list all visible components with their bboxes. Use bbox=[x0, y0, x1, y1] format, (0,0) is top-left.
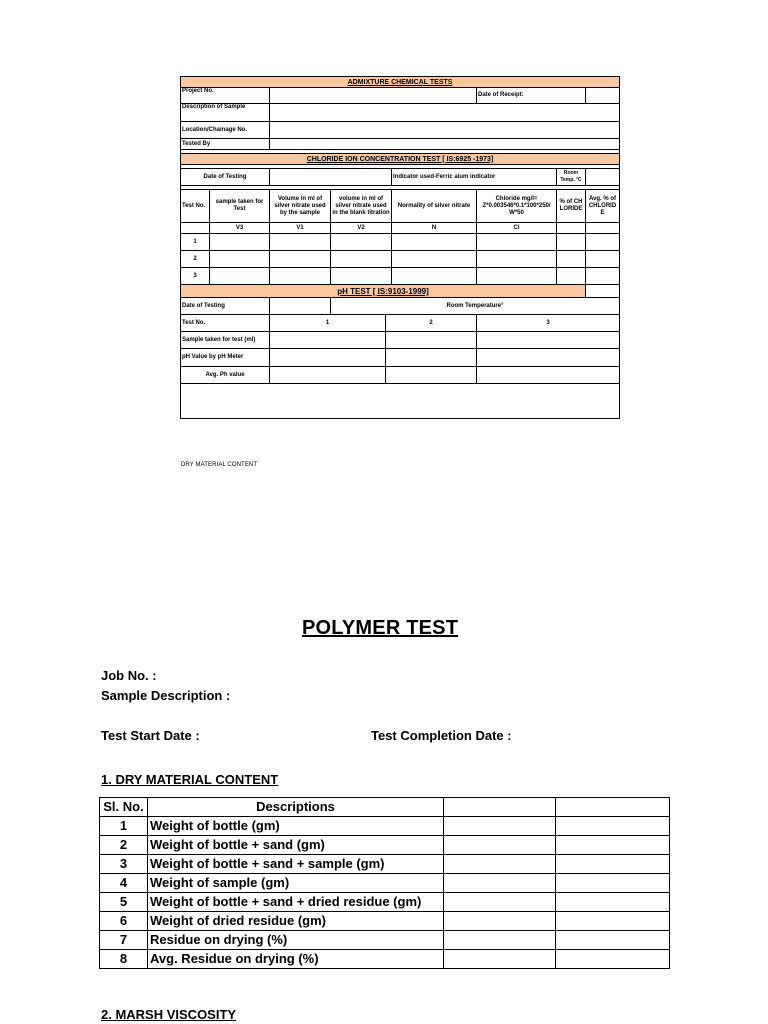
chloride-cell[interactable] bbox=[331, 251, 392, 268]
room-temp-field[interactable] bbox=[586, 169, 620, 186]
value-cell[interactable] bbox=[444, 817, 556, 836]
row-description: Weight of bottle (gm) bbox=[148, 817, 444, 836]
row-description: Residue on drying (%) bbox=[148, 931, 444, 950]
chloride-cell[interactable] bbox=[331, 268, 392, 285]
project-no-field[interactable] bbox=[270, 88, 477, 104]
ph-cell[interactable] bbox=[270, 332, 386, 349]
date-of-receipt-field[interactable] bbox=[586, 88, 620, 104]
location-chainage-field[interactable] bbox=[270, 122, 620, 139]
tested-by-field[interactable] bbox=[270, 139, 620, 150]
chloride-date-label: Date of Testing bbox=[181, 169, 270, 186]
ph-cell[interactable] bbox=[477, 332, 620, 349]
row-number: 2 bbox=[100, 836, 148, 855]
ph-test-3: 3 bbox=[477, 315, 620, 332]
chloride-cell[interactable] bbox=[477, 234, 557, 251]
ph-test-1: 1 bbox=[270, 315, 386, 332]
chloride-cell[interactable] bbox=[270, 251, 331, 268]
row-description: Avg. Residue on drying (%) bbox=[148, 950, 444, 969]
value-cell[interactable] bbox=[444, 836, 556, 855]
chloride-cell[interactable] bbox=[270, 268, 331, 285]
row-number: 5 bbox=[100, 893, 148, 912]
table-row bbox=[100, 817, 670, 836]
value-cell[interactable] bbox=[444, 931, 556, 950]
ph-cell[interactable] bbox=[386, 332, 477, 349]
chloride-row-no: 2 bbox=[181, 251, 210, 268]
chloride-cell[interactable] bbox=[270, 234, 331, 251]
value-cell[interactable] bbox=[556, 836, 670, 855]
col-chloride-mg: Chloride mg/l= Z*0.003546*0.1*100*250/ W*50 bbox=[477, 190, 557, 223]
table-row bbox=[100, 874, 670, 893]
chloride-cell[interactable] bbox=[392, 234, 477, 251]
symbol-cl: Cl bbox=[477, 223, 557, 234]
location-chainage-label: Location/Chainage No. bbox=[181, 122, 270, 139]
row-description: Weight of bottle + sand + sample (gm) bbox=[148, 855, 444, 874]
ph-test-no-label: Test No. bbox=[181, 315, 270, 332]
table-row bbox=[100, 950, 670, 969]
value-cell[interactable] bbox=[556, 950, 670, 969]
test-start-date-label: Test Start Date : bbox=[101, 728, 200, 743]
ph-cell[interactable] bbox=[270, 349, 386, 367]
job-no-label: Job No. : bbox=[101, 668, 157, 683]
row-number: 7 bbox=[100, 931, 148, 950]
description-of-sample-label: Description of Sample bbox=[181, 104, 270, 122]
col-avg-percent-chloride: Avg. % of CHLORIDE bbox=[586, 190, 620, 223]
col-percent-chloride: % of CHLORIDE bbox=[557, 190, 586, 223]
sample-description-label: Sample Description : bbox=[101, 688, 231, 703]
ph-date-field[interactable] bbox=[270, 298, 331, 315]
symbol-blank bbox=[181, 223, 210, 234]
room-temperature-label: Room Temperature° bbox=[331, 298, 620, 315]
value-header bbox=[444, 798, 556, 817]
value-cell[interactable] bbox=[556, 817, 670, 836]
col-test-no: Test No. bbox=[181, 190, 210, 223]
row-description: Weight of dried residue (gm) bbox=[148, 912, 444, 931]
chloride-row bbox=[181, 234, 620, 251]
value-cell[interactable] bbox=[556, 874, 670, 893]
chloride-cell[interactable] bbox=[331, 234, 392, 251]
ph-title: pH TEST [ IS:9103-1999] bbox=[181, 285, 586, 298]
value-header bbox=[556, 798, 670, 817]
date-of-receipt-label: Date of Receipt: bbox=[477, 88, 586, 104]
test-completion-date-label: Test Completion Date : bbox=[371, 728, 512, 743]
row-number: 8 bbox=[100, 950, 148, 969]
dry-material-table bbox=[99, 797, 670, 969]
descriptions-header: Descriptions bbox=[148, 798, 444, 817]
ph-cell[interactable] bbox=[477, 349, 620, 367]
table-row bbox=[100, 931, 670, 950]
value-cell[interactable] bbox=[556, 931, 670, 950]
table-row bbox=[100, 855, 670, 874]
chloride-cell[interactable] bbox=[392, 251, 477, 268]
symbol-v1: V1 bbox=[270, 223, 331, 234]
ph-date-label: Date of Testing bbox=[181, 298, 270, 315]
chloride-cell[interactable] bbox=[477, 268, 557, 285]
chloride-cell[interactable] bbox=[210, 251, 270, 268]
ph-test-2: 2 bbox=[386, 315, 477, 332]
project-no-label: Project No. bbox=[181, 88, 270, 104]
value-cell[interactable] bbox=[444, 855, 556, 874]
chloride-cell[interactable] bbox=[586, 251, 620, 268]
dry-material-heading: 1. DRY MATERIAL CONTENT bbox=[101, 772, 279, 787]
row-number: 1 bbox=[100, 817, 148, 836]
col-sample-taken: sample taken for Test bbox=[210, 190, 270, 223]
value-cell[interactable] bbox=[444, 893, 556, 912]
row-description: Weight of sample (gm) bbox=[148, 874, 444, 893]
chloride-row-no: 1 bbox=[181, 234, 210, 251]
room-temp-label: Room Temp. °C bbox=[557, 169, 586, 186]
value-cell[interactable] bbox=[556, 893, 670, 912]
tested-by-label: Tested By bbox=[181, 139, 270, 150]
chloride-date-field[interactable] bbox=[270, 169, 392, 186]
chloride-row bbox=[181, 251, 620, 268]
chloride-cell[interactable] bbox=[586, 234, 620, 251]
chloride-title: CHLORIDE ION CONCENTRATION TEST [ IS:6925 -1973] bbox=[181, 154, 620, 165]
chloride-cell[interactable] bbox=[392, 268, 477, 285]
row-number: 4 bbox=[100, 874, 148, 893]
col-volume-sample: Volume in ml of silver nitrate used by the sample bbox=[270, 190, 331, 223]
chloride-row-no: 3 bbox=[181, 268, 210, 285]
chloride-cell[interactable] bbox=[557, 251, 586, 268]
value-cell[interactable] bbox=[556, 855, 670, 874]
symbol-v2: V2 bbox=[331, 223, 392, 234]
dry-material-caption: DRY MATERIAL CONTENT bbox=[181, 462, 258, 468]
chloride-cell[interactable] bbox=[557, 268, 586, 285]
sl-no-header: Sl. No. bbox=[100, 798, 148, 817]
ph-value-label: pH Value by pH Meter bbox=[181, 349, 270, 367]
ph-title-blank bbox=[586, 285, 620, 298]
row-description: Weight of bottle + sand + dried residue (gm) bbox=[148, 893, 444, 912]
symbol-blank bbox=[557, 223, 586, 234]
chloride-cell[interactable] bbox=[210, 234, 270, 251]
marsh-viscosity-heading: 2. MARSH VISCOSITY bbox=[101, 1007, 237, 1022]
value-cell[interactable] bbox=[444, 912, 556, 931]
table-row bbox=[100, 893, 670, 912]
avg-ph-label: Avg. Ph value bbox=[181, 367, 270, 384]
polymer-title: POLYMER TEST bbox=[302, 617, 459, 639]
symbol-v3: V3 bbox=[210, 223, 270, 234]
row-description: Weight of bottle + sand (gm) bbox=[148, 836, 444, 855]
chloride-cell[interactable] bbox=[477, 251, 557, 268]
value-cell[interactable] bbox=[556, 912, 670, 931]
chloride-cell[interactable] bbox=[557, 234, 586, 251]
value-cell[interactable] bbox=[444, 950, 556, 969]
chloride-cell[interactable] bbox=[210, 268, 270, 285]
admixture-form bbox=[180, 76, 620, 419]
table-row bbox=[100, 912, 670, 931]
symbol-blank bbox=[586, 223, 620, 234]
symbol-n: N bbox=[392, 223, 477, 234]
description-of-sample-field[interactable] bbox=[270, 104, 620, 122]
ph-cell[interactable] bbox=[477, 367, 620, 384]
sample-taken-label: Sample taken for test (ml) bbox=[181, 332, 270, 349]
ph-cell[interactable] bbox=[386, 367, 477, 384]
admixture-title: ADMIXTURE CHEMICAL TESTS bbox=[181, 77, 620, 88]
row-number: 6 bbox=[100, 912, 148, 931]
chloride-row bbox=[181, 268, 620, 285]
col-volume-blank: volume in ml of silver nitrate used in the blank titration bbox=[331, 190, 392, 223]
ph-cell[interactable] bbox=[386, 349, 477, 367]
ph-cell[interactable] bbox=[270, 367, 386, 384]
remarks-area[interactable] bbox=[181, 384, 620, 419]
table-row bbox=[100, 836, 670, 855]
col-normality: Normality of silver nitrate bbox=[392, 190, 477, 223]
value-cell[interactable] bbox=[444, 874, 556, 893]
chloride-cell[interactable] bbox=[586, 268, 620, 285]
indicator-label: Indicator used-Ferric alum indicator bbox=[392, 169, 557, 186]
row-number: 3 bbox=[100, 855, 148, 874]
